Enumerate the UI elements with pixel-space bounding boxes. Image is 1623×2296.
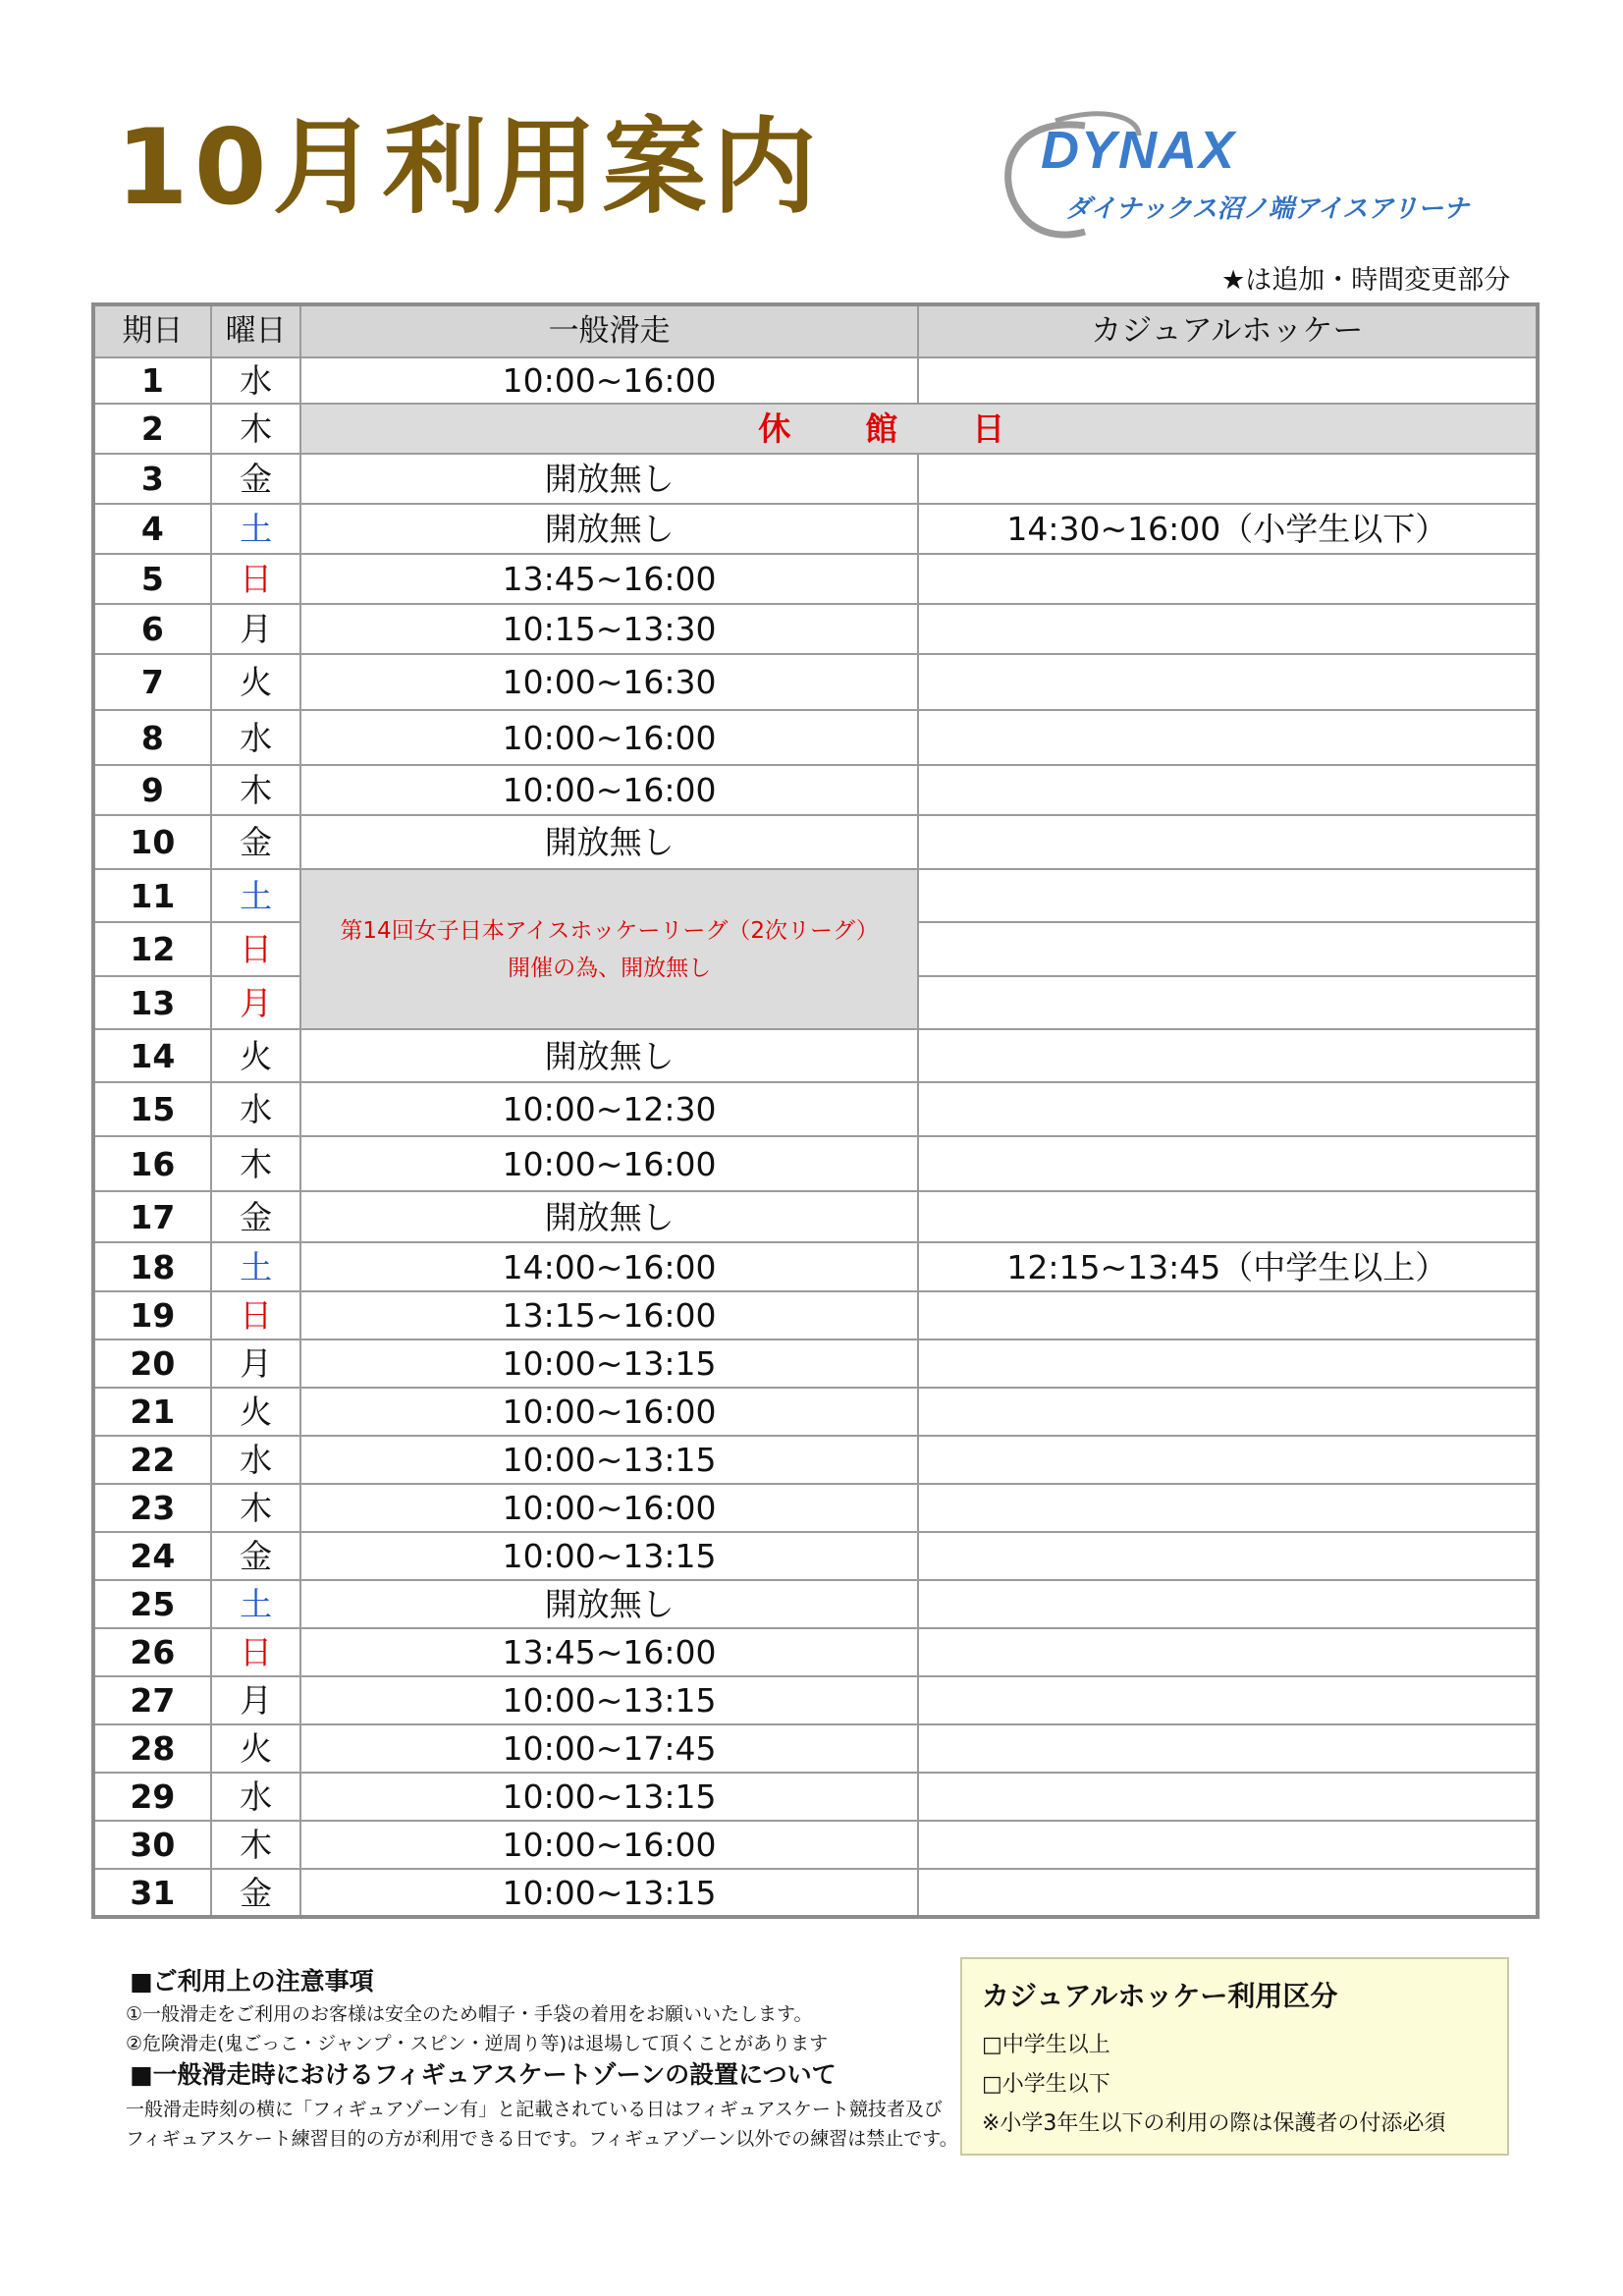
cell-date: 26	[93, 1628, 211, 1676]
cell-weekday: 月	[211, 1676, 301, 1724]
cell-weekday: 月	[211, 604, 301, 654]
cell-date: 30	[93, 1821, 211, 1869]
table-row	[93, 1821, 1538, 1869]
cell-general-skating: 10:00~16:00	[300, 1484, 917, 1532]
table-row	[93, 1724, 1538, 1773]
table-row	[93, 710, 1538, 765]
cell-casual-hockey	[918, 1484, 1538, 1532]
cell-general-skating: 14:00~16:00	[300, 1242, 917, 1291]
cell-weekday: 月	[211, 976, 301, 1029]
cell-general-skating: 10:15~13:30	[300, 604, 917, 654]
cell-general-skating: 開放無し	[300, 1191, 917, 1242]
cell-date: 23	[93, 1484, 211, 1532]
cell-date: 15	[93, 1082, 211, 1136]
cell-casual-hockey	[918, 1532, 1538, 1580]
table-row	[93, 1676, 1538, 1724]
cell-date: 8	[93, 710, 211, 765]
table-row	[93, 1436, 1538, 1484]
cell-date: 16	[93, 1136, 211, 1191]
cell-event-notice: 第14回女子日本アイスホッケーリーグ（2次リーグ） 開催の為、開放無し	[300, 869, 917, 1029]
cell-date: 21	[93, 1388, 211, 1436]
cell-casual-hockey: 14:30~16:00（小学生以下）	[918, 504, 1538, 554]
cell-general-skating: 13:45~16:00	[300, 554, 917, 604]
cell-general-skating: 開放無し	[300, 815, 917, 869]
hockey-box-item-1: □中学生以上	[982, 2033, 1110, 2057]
cell-general-skating: 13:15~16:00	[300, 1291, 917, 1339]
cell-casual-hockey	[918, 604, 1538, 654]
cell-weekday: 金	[211, 1869, 301, 1917]
cell-general-skating: 10:00~16:00	[300, 1388, 917, 1436]
cell-general-skating: 10:00~16:00	[300, 1136, 917, 1191]
cell-general-skating: 10:00~16:00	[300, 1821, 917, 1869]
cell-date: 18	[93, 1242, 211, 1291]
cell-general-skating: 開放無し	[300, 454, 917, 504]
cell-date: 12	[93, 922, 211, 976]
cell-date: 27	[93, 1676, 211, 1724]
logo-venue: ダイナックス沼ノ端アイスアリーナ	[1065, 194, 1470, 224]
cell-closed-day: 休館日	[300, 404, 1538, 454]
table-row	[93, 815, 1538, 869]
table-row	[93, 869, 1538, 922]
cell-casual-hockey	[918, 1029, 1538, 1082]
cell-casual-hockey	[918, 815, 1538, 869]
cell-general-skating: 10:00~13:15	[300, 1773, 917, 1821]
table-row	[93, 454, 1538, 504]
cell-weekday: 土	[211, 1580, 301, 1628]
cell-weekday: 金	[211, 1532, 301, 1580]
table-row	[93, 357, 1538, 404]
cell-date: 31	[93, 1869, 211, 1917]
cell-casual-hockey	[918, 765, 1538, 815]
cell-casual-hockey	[918, 1869, 1538, 1917]
table-header-row	[93, 304, 1538, 357]
cell-weekday: 水	[211, 710, 301, 765]
cell-casual-hockey	[918, 1580, 1538, 1628]
cell-date: 25	[93, 1580, 211, 1628]
table-row	[93, 1136, 1538, 1191]
cell-weekday: 火	[211, 654, 301, 710]
cell-date: 28	[93, 1724, 211, 1773]
notes-heading-1: ■ご利用上の注意事項	[130, 1967, 374, 1995]
cell-general-skating: 10:00~16:00	[300, 357, 917, 404]
cell-date: 24	[93, 1532, 211, 1580]
cell-date: 9	[93, 765, 211, 815]
cell-casual-hockey	[918, 654, 1538, 710]
cell-weekday: 水	[211, 357, 301, 404]
cell-casual-hockey	[918, 1773, 1538, 1821]
cell-date: 13	[93, 976, 211, 1029]
table-row	[93, 765, 1538, 815]
table-row	[93, 1388, 1538, 1436]
table-row	[93, 1869, 1538, 1917]
cell-date: 6	[93, 604, 211, 654]
table-row	[93, 504, 1538, 554]
cell-weekday: 土	[211, 1242, 301, 1291]
header-date: 期日	[93, 304, 211, 357]
cell-weekday: 火	[211, 1029, 301, 1082]
notes-line-2: ②危険滑走(鬼ごっこ・ジャンプ・スピン・逆周り等)は退場して頂くことがあります	[126, 2033, 829, 2054]
cell-date: 4	[93, 504, 211, 554]
notes-line-3: 一般滑走時刻の横に「フィギュアゾーン有」と記載されている日はフィギュアスケート競技者及び	[126, 2099, 943, 2120]
cell-casual-hockey	[918, 1388, 1538, 1436]
cell-casual-hockey	[918, 1339, 1538, 1388]
cell-general-skating: 10:00~16:30	[300, 654, 917, 710]
cell-date: 19	[93, 1291, 211, 1339]
cell-casual-hockey	[918, 1291, 1538, 1339]
cell-casual-hockey	[918, 357, 1538, 404]
cell-date: 5	[93, 554, 211, 604]
cell-weekday: 日	[211, 1628, 301, 1676]
cell-date: 22	[93, 1436, 211, 1484]
table-row	[93, 1484, 1538, 1532]
cell-casual-hockey	[918, 1821, 1538, 1869]
page-title: 10月利用案内	[116, 107, 823, 228]
cell-casual-hockey	[918, 869, 1538, 922]
cell-weekday: 火	[211, 1724, 301, 1773]
table-row	[93, 1628, 1538, 1676]
cell-casual-hockey	[918, 710, 1538, 765]
cell-casual-hockey	[918, 554, 1538, 604]
cell-weekday: 日	[211, 554, 301, 604]
cell-date: 29	[93, 1773, 211, 1821]
hockey-box-heading: カジュアルホッケー利用区分	[982, 1980, 1338, 2012]
cell-general-skating: 10:00~13:15	[300, 1676, 917, 1724]
table-row	[93, 404, 1538, 454]
cell-date: 17	[93, 1191, 211, 1242]
cell-general-skating: 開放無し	[300, 1580, 917, 1628]
cell-weekday: 水	[211, 1773, 301, 1821]
table-row	[93, 1191, 1538, 1242]
header-general-skating: 一般滑走	[300, 304, 917, 357]
cell-general-skating: 10:00~13:15	[300, 1339, 917, 1388]
cell-casual-hockey	[918, 1436, 1538, 1484]
cell-general-skating: 10:00~13:15	[300, 1869, 917, 1917]
cell-casual-hockey	[918, 1082, 1538, 1136]
table-row	[93, 1532, 1538, 1580]
cell-date: 11	[93, 869, 211, 922]
notes-line-1: ①一般滑走をご利用のお客様は安全のため帽子・手袋の着用をお願いいたします。	[126, 2003, 813, 2025]
cell-casual-hockey	[918, 454, 1538, 504]
hockey-category-box	[960, 1957, 1509, 2156]
cell-weekday: 金	[211, 815, 301, 869]
cell-general-skating: 10:00~16:00	[300, 765, 917, 815]
cell-weekday: 火	[211, 1388, 301, 1436]
table-row	[93, 604, 1538, 654]
change-note: ★は追加・時間変更部分	[1221, 265, 1511, 296]
cell-weekday: 木	[211, 1484, 301, 1532]
cell-weekday: 土	[211, 869, 301, 922]
hockey-box-item-2: □小学生以下	[982, 2072, 1110, 2097]
cell-casual-hockey	[918, 976, 1538, 1029]
cell-casual-hockey	[918, 1676, 1538, 1724]
cell-weekday: 木	[211, 765, 301, 815]
cell-weekday: 木	[211, 1821, 301, 1869]
cell-date: 2	[93, 404, 211, 454]
table-row	[93, 1242, 1538, 1291]
cell-casual-hockey	[918, 1724, 1538, 1773]
logo-brand: DYNAX	[1041, 121, 1237, 180]
hockey-box-note: ※小学3年生以下の利用の際は保護者の付添必須	[982, 2111, 1446, 2136]
table-row	[93, 554, 1538, 604]
cell-general-skating: 開放無し	[300, 1029, 917, 1082]
cell-casual-hockey	[918, 922, 1538, 976]
cell-weekday: 日	[211, 1291, 301, 1339]
schedule-table	[91, 302, 1540, 1919]
cell-casual-hockey	[918, 1628, 1538, 1676]
header-casual-hockey: カジュアルホッケー	[918, 304, 1538, 357]
cell-casual-hockey: 12:15~13:45（中学生以上）	[918, 1242, 1538, 1291]
cell-general-skating: 10:00~17:45	[300, 1724, 917, 1773]
cell-general-skating: 10:00~12:30	[300, 1082, 917, 1136]
cell-casual-hockey	[918, 1191, 1538, 1242]
cell-weekday: 金	[211, 1191, 301, 1242]
cell-date: 20	[93, 1339, 211, 1388]
cell-general-skating: 10:00~13:15	[300, 1532, 917, 1580]
cell-date: 14	[93, 1029, 211, 1082]
cell-date: 10	[93, 815, 211, 869]
header-weekday: 曜日	[211, 304, 301, 357]
cell-general-skating: 10:00~13:15	[300, 1436, 917, 1484]
cell-date: 7	[93, 654, 211, 710]
table-row	[93, 1029, 1538, 1082]
cell-weekday: 木	[211, 1136, 301, 1191]
cell-general-skating: 10:00~16:00	[300, 710, 917, 765]
table-row	[93, 1082, 1538, 1136]
cell-casual-hockey	[918, 1136, 1538, 1191]
cell-general-skating: 13:45~16:00	[300, 1628, 917, 1676]
cell-weekday: 土	[211, 504, 301, 554]
table-row	[93, 1580, 1538, 1628]
cell-general-skating: 開放無し	[300, 504, 917, 554]
cell-weekday: 日	[211, 922, 301, 976]
cell-date: 3	[93, 454, 211, 504]
cell-weekday: 金	[211, 454, 301, 504]
table-row	[93, 1339, 1538, 1388]
table-row	[93, 654, 1538, 710]
cell-weekday: 水	[211, 1082, 301, 1136]
dynax-logo	[992, 106, 1470, 239]
cell-weekday: 水	[211, 1436, 301, 1484]
cell-weekday: 木	[211, 404, 301, 454]
table-row	[93, 1773, 1538, 1821]
table-row	[93, 1291, 1538, 1339]
notes-heading-2: ■一般滑走時におけるフィギュアスケートゾーンの設置について	[130, 2060, 837, 2089]
cell-weekday: 月	[211, 1339, 301, 1388]
usage-notes	[126, 1967, 958, 2150]
cell-date: 1	[93, 357, 211, 404]
notes-line-4: フィギュアスケート練習目的の方が利用できる日です。フィギュアゾーン以外での練習は禁止です。	[126, 2128, 958, 2150]
